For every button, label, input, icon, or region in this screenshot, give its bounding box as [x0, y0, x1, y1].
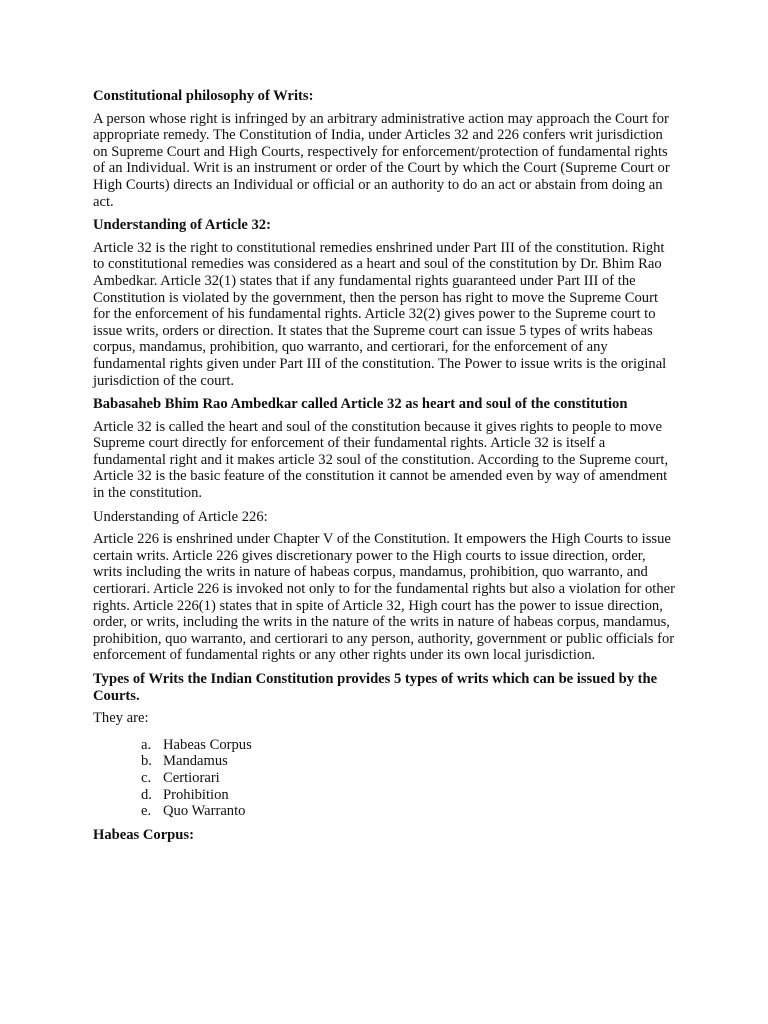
list-marker: a. — [141, 736, 152, 753]
paragraph-heart-and-soul: Article 32 is called the heart and soul of the constitution because it gives rights to people to move Supreme court directly for enforcement of their fundamental rights. Article 32 is itself a fundamental right and it makes article 32 soul of the constitution. According to the Supreme court, Article 32 is the basic feature of the constitution it cannot be amended even by way of amendment in the constitution. — [93, 418, 669, 502]
heading-habeas-corpus: Habeas Corpus: — [93, 826, 194, 843]
heading-article-226: Understanding of Article 226: — [93, 508, 268, 525]
list-item-label: Prohibition — [163, 786, 229, 803]
list-item-label: Quo Warranto — [163, 803, 246, 820]
list-marker: b. — [141, 753, 152, 770]
list-item — [141, 753, 677, 770]
list-item-label: Habeas Corpus — [163, 736, 252, 753]
heading-heart-and-soul: Babasaheb Bhim Rao Ambedkar called Article 32 as heart and soul of the constitution — [93, 396, 628, 413]
list-item — [141, 770, 677, 787]
document-page — [93, 88, 677, 849]
list-item — [141, 803, 677, 820]
list-item-label: Mandamus — [163, 753, 228, 770]
paragraph-writs-philosophy: A person whose right is infringed by an arbitrary administrative action may approach the Court for appropriate remedy. The Constitution of India, under Articles 32 and 226 confers writ jurisdiction on Supreme Court and High Courts, respectively for enforcement/protection of fundamental rights of an Individual. Writ is an instrument or order of the Court by which the Court (Supreme Court or High Courts) directs an Individual or official or an authority to do an act or abstain from doing an act. — [93, 110, 670, 210]
paragraph-article-32: Article 32 is the right to constitutional remedies enshrined under Part III of the constitution. Right to constitutional remedies was considered as a heart and soul of the constitution by Dr. Bhim Rao Ambedkar. Article 32(1) states that if any fundamental rights guaranteed under Part III of the Constitution is violated by the government, then the person has right to move the Supreme Court for the enforcement of his fundamental rights. Article 32(2) gives power to the Supreme court to issue writs, orders or direction. It states that the Supreme court can issue 5 types of writs habeas corpus, mandamus, prohibition, quo warranto, and certiorari, for the enforcement of any fundamental rights given under Part III of the constitution. The Power to issue writs is the original jurisdiction of the court. — [93, 239, 667, 389]
heading-article-32: Understanding of Article 32: — [93, 217, 271, 234]
list-marker: d. — [141, 786, 152, 803]
writs-list — [93, 737, 677, 820]
paragraph-article-226: Article 226 is enshrined under Chapter V of the Constitution. It empowers the High Courts to issue certain writs. Article 226 gives discretionary power to the High courts to issue direction, order, writs including the writs in nature of habeas corpus, mandamus, prohibition, quo warranto, and certiorari. Article 226 is invoked not only to for the fundamental rights but also a violation for other rights. Article 226(1) states that in spite of Article 32, High court has the power to issue direction, order, or writs, including the writs in the nature of the writs in nature of habeas corpus, mandamus, prohibition, quo warranto, and certiorari to any person, authority, government or public officials for enforcement of fundamental rights or any other rights under its own local jurisdiction. — [93, 531, 675, 664]
list-item-label: Certiorari — [163, 769, 220, 786]
heading-types-of-writs: Types of Writs the Indian Constitution provides 5 types of writs which can be issued by the Courts. — [93, 671, 658, 704]
heading-writs-philosophy: Constitutional philosophy of Writs: — [93, 88, 314, 104]
list-item — [141, 737, 677, 754]
list-marker: e. — [141, 803, 152, 820]
types-intro: They are: — [93, 710, 149, 727]
list-item — [141, 787, 677, 804]
list-marker: c. — [141, 769, 152, 786]
